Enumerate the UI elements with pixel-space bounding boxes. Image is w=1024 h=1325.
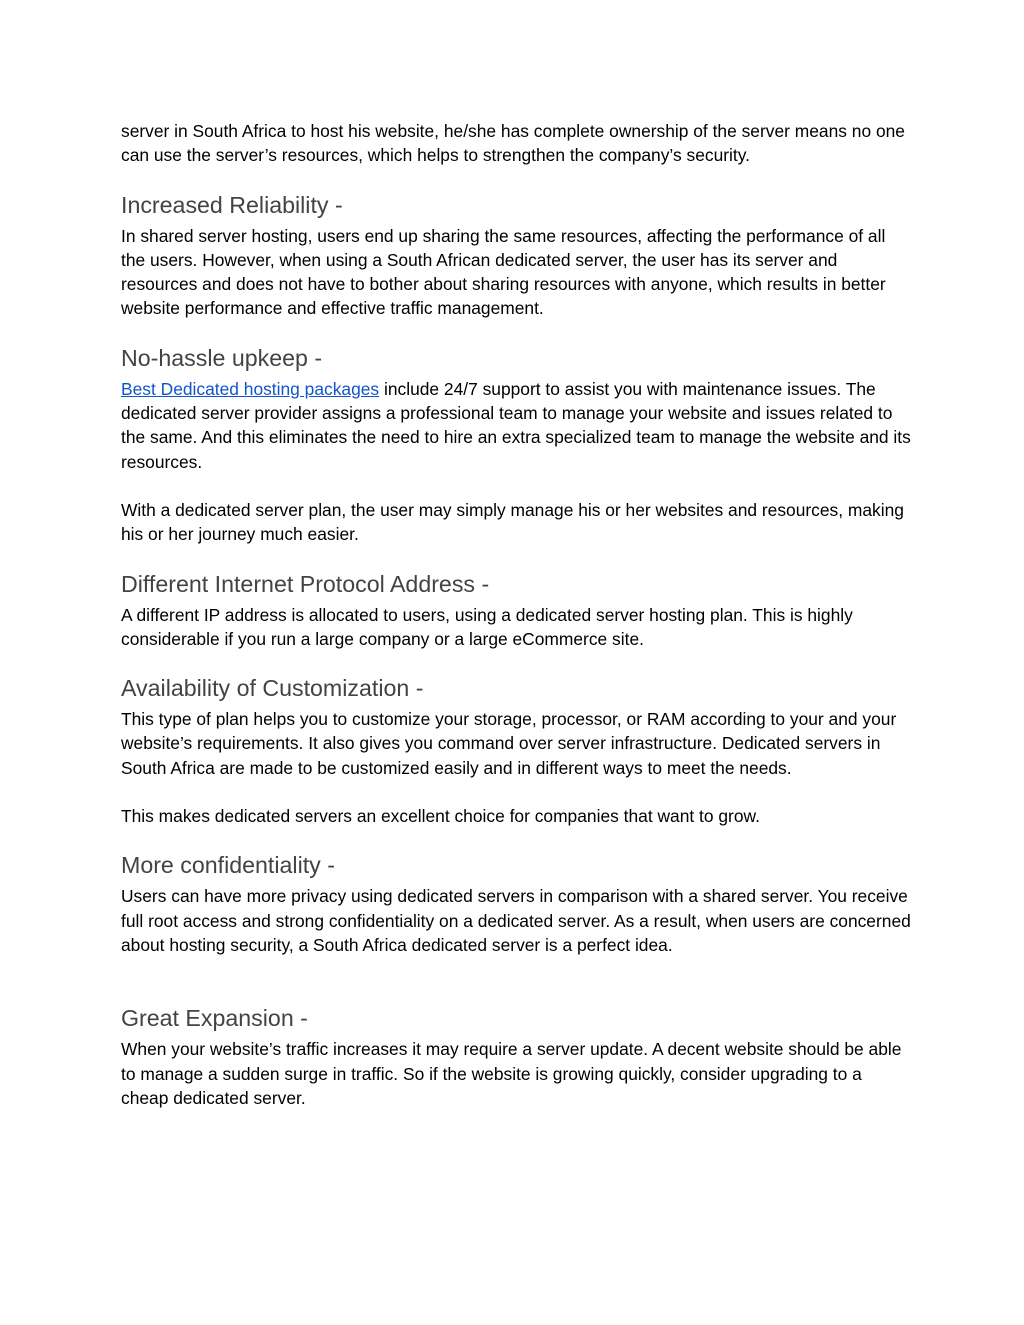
heading-different-ip-address: Different Internet Protocol Address - [121,570,490,597]
document-body [121,119,911,1110]
heading-availability-of-customization: Availability of Customization - [121,675,424,702]
heading-great-expansion: Great Expansion - [121,1005,308,1032]
heading-increased-reliability: Increased Reliability - [121,191,343,218]
heading-more-confidentiality: More confidentiality - [121,852,335,879]
paragraph-more-confidentiality: Users can have more privacy using dedicated servers in comparison with a shared server. You receive full root access and strong confidentiality on a dedicated server. As a result, when users are concerned about hosting security, a South Africa dedicated server is a perfect idea. [121,886,911,955]
paragraph-no-hassle-upkeep-text: include 24/7 support to assist you with maintenance issues. The dedicated server provider assigns a professional team to manage your website and issues related to the same. And this eliminates the need to hire an extra specialized team to manage the website and its resources. [121,378,911,472]
paragraph-great-expansion: When your website’s traffic increases it may require a server update. A decent website should be able to manage a sudden surge in traffic. So if the website is growing quickly, consider upgrading to a cheap dedicated server. [121,1039,902,1108]
paragraph-no-hassle-upkeep [121,377,911,474]
paragraph-availability-of-customization: This type of plan helps you to customize your storage, processor, or RAM according to your and your website’s requirements. It also gives you command over server infrastructure. Dedicated servers in South Africa are made to be customized easily and in different ways to meet the needs. [121,709,897,778]
heading-no-hassle-upkeep: No-hassle upkeep - [121,344,323,371]
paragraph-increased-reliability: In shared server hosting, users end up sharing the same resources, affecting the performance of all the users. However, when using a South African dedicated server, the user has its server and resources and does not have to bother about sharing resources with anyone, which results in better website performance and effective traffic management. [121,225,886,319]
paragraph-excellent-choice: This makes dedicated servers an excellent choice for companies that want to grow. [121,806,760,827]
dedicated-hosting-link[interactable]: Best Dedicated hosting packages [121,378,380,399]
paragraph-different-ip-address: A different IP address is allocated to users, using a dedicated server hosting plan. This is highly considerable if you run a large company or a large eCommerce site. [121,604,853,649]
intro-paragraph: server in South Africa to host his website, he/she has complete ownership of the server means no one can use the server’s resources, which helps to strengthen the company’s security. [121,121,905,166]
paragraph-dedicated-plan: With a dedicated server plan, the user may simply manage his or her websites and resources, making his or her journey much easier. [121,499,904,545]
